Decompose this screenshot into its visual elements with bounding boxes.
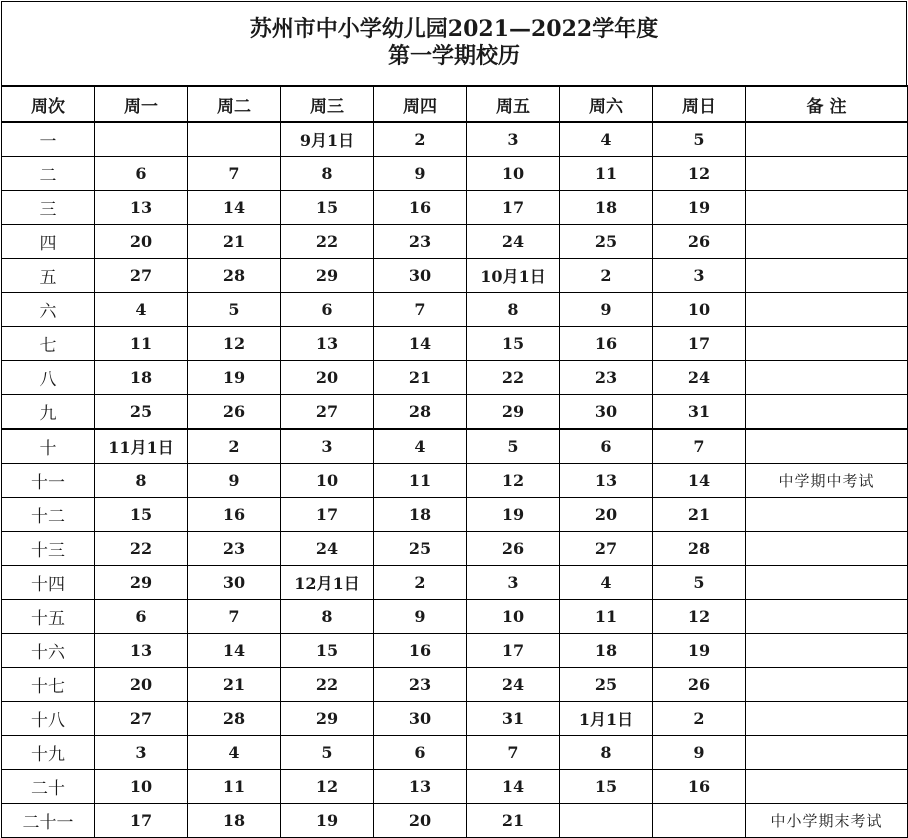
day-cell-sat: 18: [560, 634, 653, 668]
table-row: [2, 736, 908, 770]
day-cell-sat: 15: [560, 770, 653, 804]
table-row: [2, 566, 908, 600]
day-cell-sat: 11: [560, 600, 653, 634]
day-cell-sat: 4: [560, 566, 653, 600]
day-cell-tue: 28: [188, 702, 281, 736]
day-cell-wed: 3: [281, 429, 374, 464]
table-row: [2, 361, 908, 395]
day-cell-mon: 27: [95, 259, 188, 293]
day-cell-wed: 29: [281, 702, 374, 736]
week-number-cell: 八: [2, 361, 95, 395]
day-cell-mon: 22: [95, 532, 188, 566]
table-row: [2, 668, 908, 702]
day-cell-tue: 30: [188, 566, 281, 600]
day-cell-wed: 22: [281, 668, 374, 702]
day-cell-tue: 19: [188, 361, 281, 395]
header-sun: 周日: [653, 86, 746, 122]
note-cell: [746, 361, 908, 395]
day-cell-wed: 29: [281, 259, 374, 293]
day-cell-fri: 10: [467, 600, 560, 634]
day-cell-fri: 8: [467, 293, 560, 327]
day-cell-sat: 18: [560, 191, 653, 225]
table-row: [2, 498, 908, 532]
day-cell-sun: 21: [653, 498, 746, 532]
note-cell: [746, 293, 908, 327]
note-cell: [746, 668, 908, 702]
day-cell-sat: 8: [560, 736, 653, 770]
day-cell-sun: 16: [653, 770, 746, 804]
day-cell-tue: 14: [188, 191, 281, 225]
day-cell-sun: 26: [653, 668, 746, 702]
note-cell: [746, 532, 908, 566]
week-number-cell: 二十: [2, 770, 95, 804]
note-cell: [746, 395, 908, 430]
calendar-body: [2, 122, 908, 838]
week-number-cell: 十四: [2, 566, 95, 600]
day-cell-thu: 6: [374, 736, 467, 770]
day-cell-sun: [653, 804, 746, 838]
day-cell-thu: 16: [374, 634, 467, 668]
day-cell-wed: 27: [281, 395, 374, 430]
day-cell-sun: 24: [653, 361, 746, 395]
week-number-cell: 四: [2, 225, 95, 259]
day-cell-tue: 21: [188, 668, 281, 702]
day-cell-sun: 12: [653, 600, 746, 634]
day-cell-thu: 28: [374, 395, 467, 430]
week-number-cell: 十三: [2, 532, 95, 566]
table-row: [2, 327, 908, 361]
week-number-cell: 六: [2, 293, 95, 327]
table-row: [2, 122, 908, 157]
note-cell: [746, 736, 908, 770]
day-cell-wed: 20: [281, 361, 374, 395]
week-number-cell: 九: [2, 395, 95, 430]
day-cell-wed: 12月1日: [281, 566, 374, 600]
day-cell-fri: 26: [467, 532, 560, 566]
day-cell-sun: 7: [653, 429, 746, 464]
note-cell: [746, 122, 908, 157]
day-cell-sat: 23: [560, 361, 653, 395]
day-cell-thu: 2: [374, 122, 467, 157]
day-cell-mon: 25: [95, 395, 188, 430]
day-cell-fri: 10月1日: [467, 259, 560, 293]
day-cell-sat: 9: [560, 293, 653, 327]
day-cell-fri: 10: [467, 157, 560, 191]
day-cell-fri: 3: [467, 122, 560, 157]
day-cell-wed: 15: [281, 191, 374, 225]
school-calendar: [1, 1, 907, 835]
note-cell: [746, 770, 908, 804]
day-cell-tue: 2: [188, 429, 281, 464]
day-cell-tue: 11: [188, 770, 281, 804]
week-number-cell: 七: [2, 327, 95, 361]
header-thu: 周四: [374, 86, 467, 122]
header-week: 周次: [2, 86, 95, 122]
week-number-cell: 十五: [2, 600, 95, 634]
day-cell-mon: 10: [95, 770, 188, 804]
day-cell-thu: 9: [374, 157, 467, 191]
day-cell-sun: 26: [653, 225, 746, 259]
day-cell-tue: 4: [188, 736, 281, 770]
day-cell-fri: 22: [467, 361, 560, 395]
day-cell-sun: 9: [653, 736, 746, 770]
note-cell: [746, 259, 908, 293]
header-mon: 周一: [95, 86, 188, 122]
day-cell-wed: 17: [281, 498, 374, 532]
day-cell-wed: 13: [281, 327, 374, 361]
note-cell: 中学期中考试: [746, 464, 908, 498]
day-cell-fri: 29: [467, 395, 560, 430]
day-cell-thu: 18: [374, 498, 467, 532]
day-cell-mon: 3: [95, 736, 188, 770]
day-cell-thu: 30: [374, 259, 467, 293]
day-cell-fri: 17: [467, 191, 560, 225]
day-cell-mon: 18: [95, 361, 188, 395]
day-cell-mon: 13: [95, 191, 188, 225]
calendar-table: [1, 85, 908, 838]
calendar-title-block: [1, 1, 907, 85]
day-cell-fri: 7: [467, 736, 560, 770]
header-wed: 周三: [281, 86, 374, 122]
day-cell-sat: 20: [560, 498, 653, 532]
day-cell-tue: 26: [188, 395, 281, 430]
day-cell-sat: 6: [560, 429, 653, 464]
day-cell-sun: 31: [653, 395, 746, 430]
day-cell-thu: 13: [374, 770, 467, 804]
day-cell-mon: 20: [95, 668, 188, 702]
day-cell-fri: 24: [467, 225, 560, 259]
day-cell-wed: 5: [281, 736, 374, 770]
day-cell-fri: 14: [467, 770, 560, 804]
day-cell-sun: 5: [653, 566, 746, 600]
note-cell: [746, 225, 908, 259]
day-cell-tue: 16: [188, 498, 281, 532]
day-cell-sun: 10: [653, 293, 746, 327]
day-cell-sun: 28: [653, 532, 746, 566]
day-cell-fri: 15: [467, 327, 560, 361]
day-cell-mon: 8: [95, 464, 188, 498]
day-cell-sat: 25: [560, 225, 653, 259]
day-cell-sun: 3: [653, 259, 746, 293]
table-row: [2, 225, 908, 259]
table-row: [2, 804, 908, 838]
day-cell-thu: 2: [374, 566, 467, 600]
note-cell: [746, 157, 908, 191]
note-cell: [746, 702, 908, 736]
day-cell-sun: 19: [653, 634, 746, 668]
day-cell-mon: 6: [95, 157, 188, 191]
table-row: [2, 600, 908, 634]
header-row: [2, 86, 908, 122]
day-cell-thu: 21: [374, 361, 467, 395]
header-notes: 备 注: [746, 86, 908, 122]
day-cell-thu: 16: [374, 191, 467, 225]
day-cell-mon: 20: [95, 225, 188, 259]
day-cell-mon: 11月1日: [95, 429, 188, 464]
note-cell: [746, 429, 908, 464]
day-cell-wed: 8: [281, 600, 374, 634]
week-number-cell: 二: [2, 157, 95, 191]
day-cell-wed: 12: [281, 770, 374, 804]
table-row: [2, 770, 908, 804]
day-cell-sat: 2: [560, 259, 653, 293]
week-number-cell: 五: [2, 259, 95, 293]
day-cell-mon: 15: [95, 498, 188, 532]
day-cell-mon: 6: [95, 600, 188, 634]
day-cell-thu: 30: [374, 702, 467, 736]
day-cell-tue: 14: [188, 634, 281, 668]
table-row: [2, 157, 908, 191]
week-number-cell: 十九: [2, 736, 95, 770]
day-cell-sun: 5: [653, 122, 746, 157]
day-cell-wed: 6: [281, 293, 374, 327]
day-cell-sat: 30: [560, 395, 653, 430]
table-row: [2, 191, 908, 225]
day-cell-sat: 27: [560, 532, 653, 566]
table-row: [2, 464, 908, 498]
week-number-cell: 十二: [2, 498, 95, 532]
day-cell-sat: 11: [560, 157, 653, 191]
day-cell-mon: 27: [95, 702, 188, 736]
day-cell-sun: 12: [653, 157, 746, 191]
calendar-subtitle: 第一学期校历: [387, 43, 520, 69]
calendar-title: 苏州市中小学幼儿园2021—2022学年度: [249, 16, 659, 42]
week-number-cell: 十八: [2, 702, 95, 736]
note-cell: [746, 498, 908, 532]
day-cell-tue: 5: [188, 293, 281, 327]
table-row: [2, 634, 908, 668]
week-number-cell: 三: [2, 191, 95, 225]
day-cell-thu: 14: [374, 327, 467, 361]
day-cell-mon: 4: [95, 293, 188, 327]
day-cell-tue: 21: [188, 225, 281, 259]
day-cell-sun: 19: [653, 191, 746, 225]
day-cell-fri: 24: [467, 668, 560, 702]
week-number-cell: 十一: [2, 464, 95, 498]
table-row: [2, 293, 908, 327]
table-row: [2, 702, 908, 736]
header-fri: 周五: [467, 86, 560, 122]
week-number-cell: 二十一: [2, 804, 95, 838]
day-cell-tue: 23: [188, 532, 281, 566]
day-cell-wed: 24: [281, 532, 374, 566]
day-cell-mon: 11: [95, 327, 188, 361]
day-cell-wed: 10: [281, 464, 374, 498]
day-cell-fri: 19: [467, 498, 560, 532]
table-row: [2, 532, 908, 566]
day-cell-tue: [188, 122, 281, 157]
day-cell-tue: 7: [188, 157, 281, 191]
day-cell-sat: [560, 804, 653, 838]
note-cell: 中小学期末考试: [746, 804, 908, 838]
day-cell-wed: 8: [281, 157, 374, 191]
day-cell-sat: 13: [560, 464, 653, 498]
day-cell-thu: 23: [374, 668, 467, 702]
note-cell: [746, 566, 908, 600]
table-row: [2, 395, 908, 430]
note-cell: [746, 634, 908, 668]
note-cell: [746, 327, 908, 361]
day-cell-thu: 23: [374, 225, 467, 259]
day-cell-tue: 7: [188, 600, 281, 634]
day-cell-fri: 5: [467, 429, 560, 464]
day-cell-tue: 28: [188, 259, 281, 293]
day-cell-mon: 29: [95, 566, 188, 600]
table-row: [2, 429, 908, 464]
day-cell-sat: 1月1日: [560, 702, 653, 736]
note-cell: [746, 191, 908, 225]
week-number-cell: 十七: [2, 668, 95, 702]
day-cell-fri: 3: [467, 566, 560, 600]
day-cell-thu: 20: [374, 804, 467, 838]
day-cell-sat: 4: [560, 122, 653, 157]
header-sat: 周六: [560, 86, 653, 122]
day-cell-tue: 18: [188, 804, 281, 838]
day-cell-mon: 17: [95, 804, 188, 838]
day-cell-sun: 17: [653, 327, 746, 361]
day-cell-thu: 11: [374, 464, 467, 498]
day-cell-sat: 25: [560, 668, 653, 702]
week-number-cell: 一: [2, 122, 95, 157]
day-cell-thu: 25: [374, 532, 467, 566]
table-row: [2, 259, 908, 293]
header-tue: 周二: [188, 86, 281, 122]
day-cell-sat: 16: [560, 327, 653, 361]
day-cell-wed: 19: [281, 804, 374, 838]
day-cell-thu: 7: [374, 293, 467, 327]
day-cell-fri: 21: [467, 804, 560, 838]
day-cell-tue: 9: [188, 464, 281, 498]
day-cell-thu: 4: [374, 429, 467, 464]
day-cell-mon: 13: [95, 634, 188, 668]
day-cell-wed: 9月1日: [281, 122, 374, 157]
day-cell-tue: 12: [188, 327, 281, 361]
day-cell-fri: 17: [467, 634, 560, 668]
day-cell-wed: 22: [281, 225, 374, 259]
note-cell: [746, 600, 908, 634]
day-cell-wed: 15: [281, 634, 374, 668]
day-cell-fri: 31: [467, 702, 560, 736]
day-cell-sun: 14: [653, 464, 746, 498]
day-cell-thu: 9: [374, 600, 467, 634]
day-cell-fri: 12: [467, 464, 560, 498]
day-cell-mon: [95, 122, 188, 157]
day-cell-sun: 2: [653, 702, 746, 736]
week-number-cell: 十: [2, 429, 95, 464]
week-number-cell: 十六: [2, 634, 95, 668]
